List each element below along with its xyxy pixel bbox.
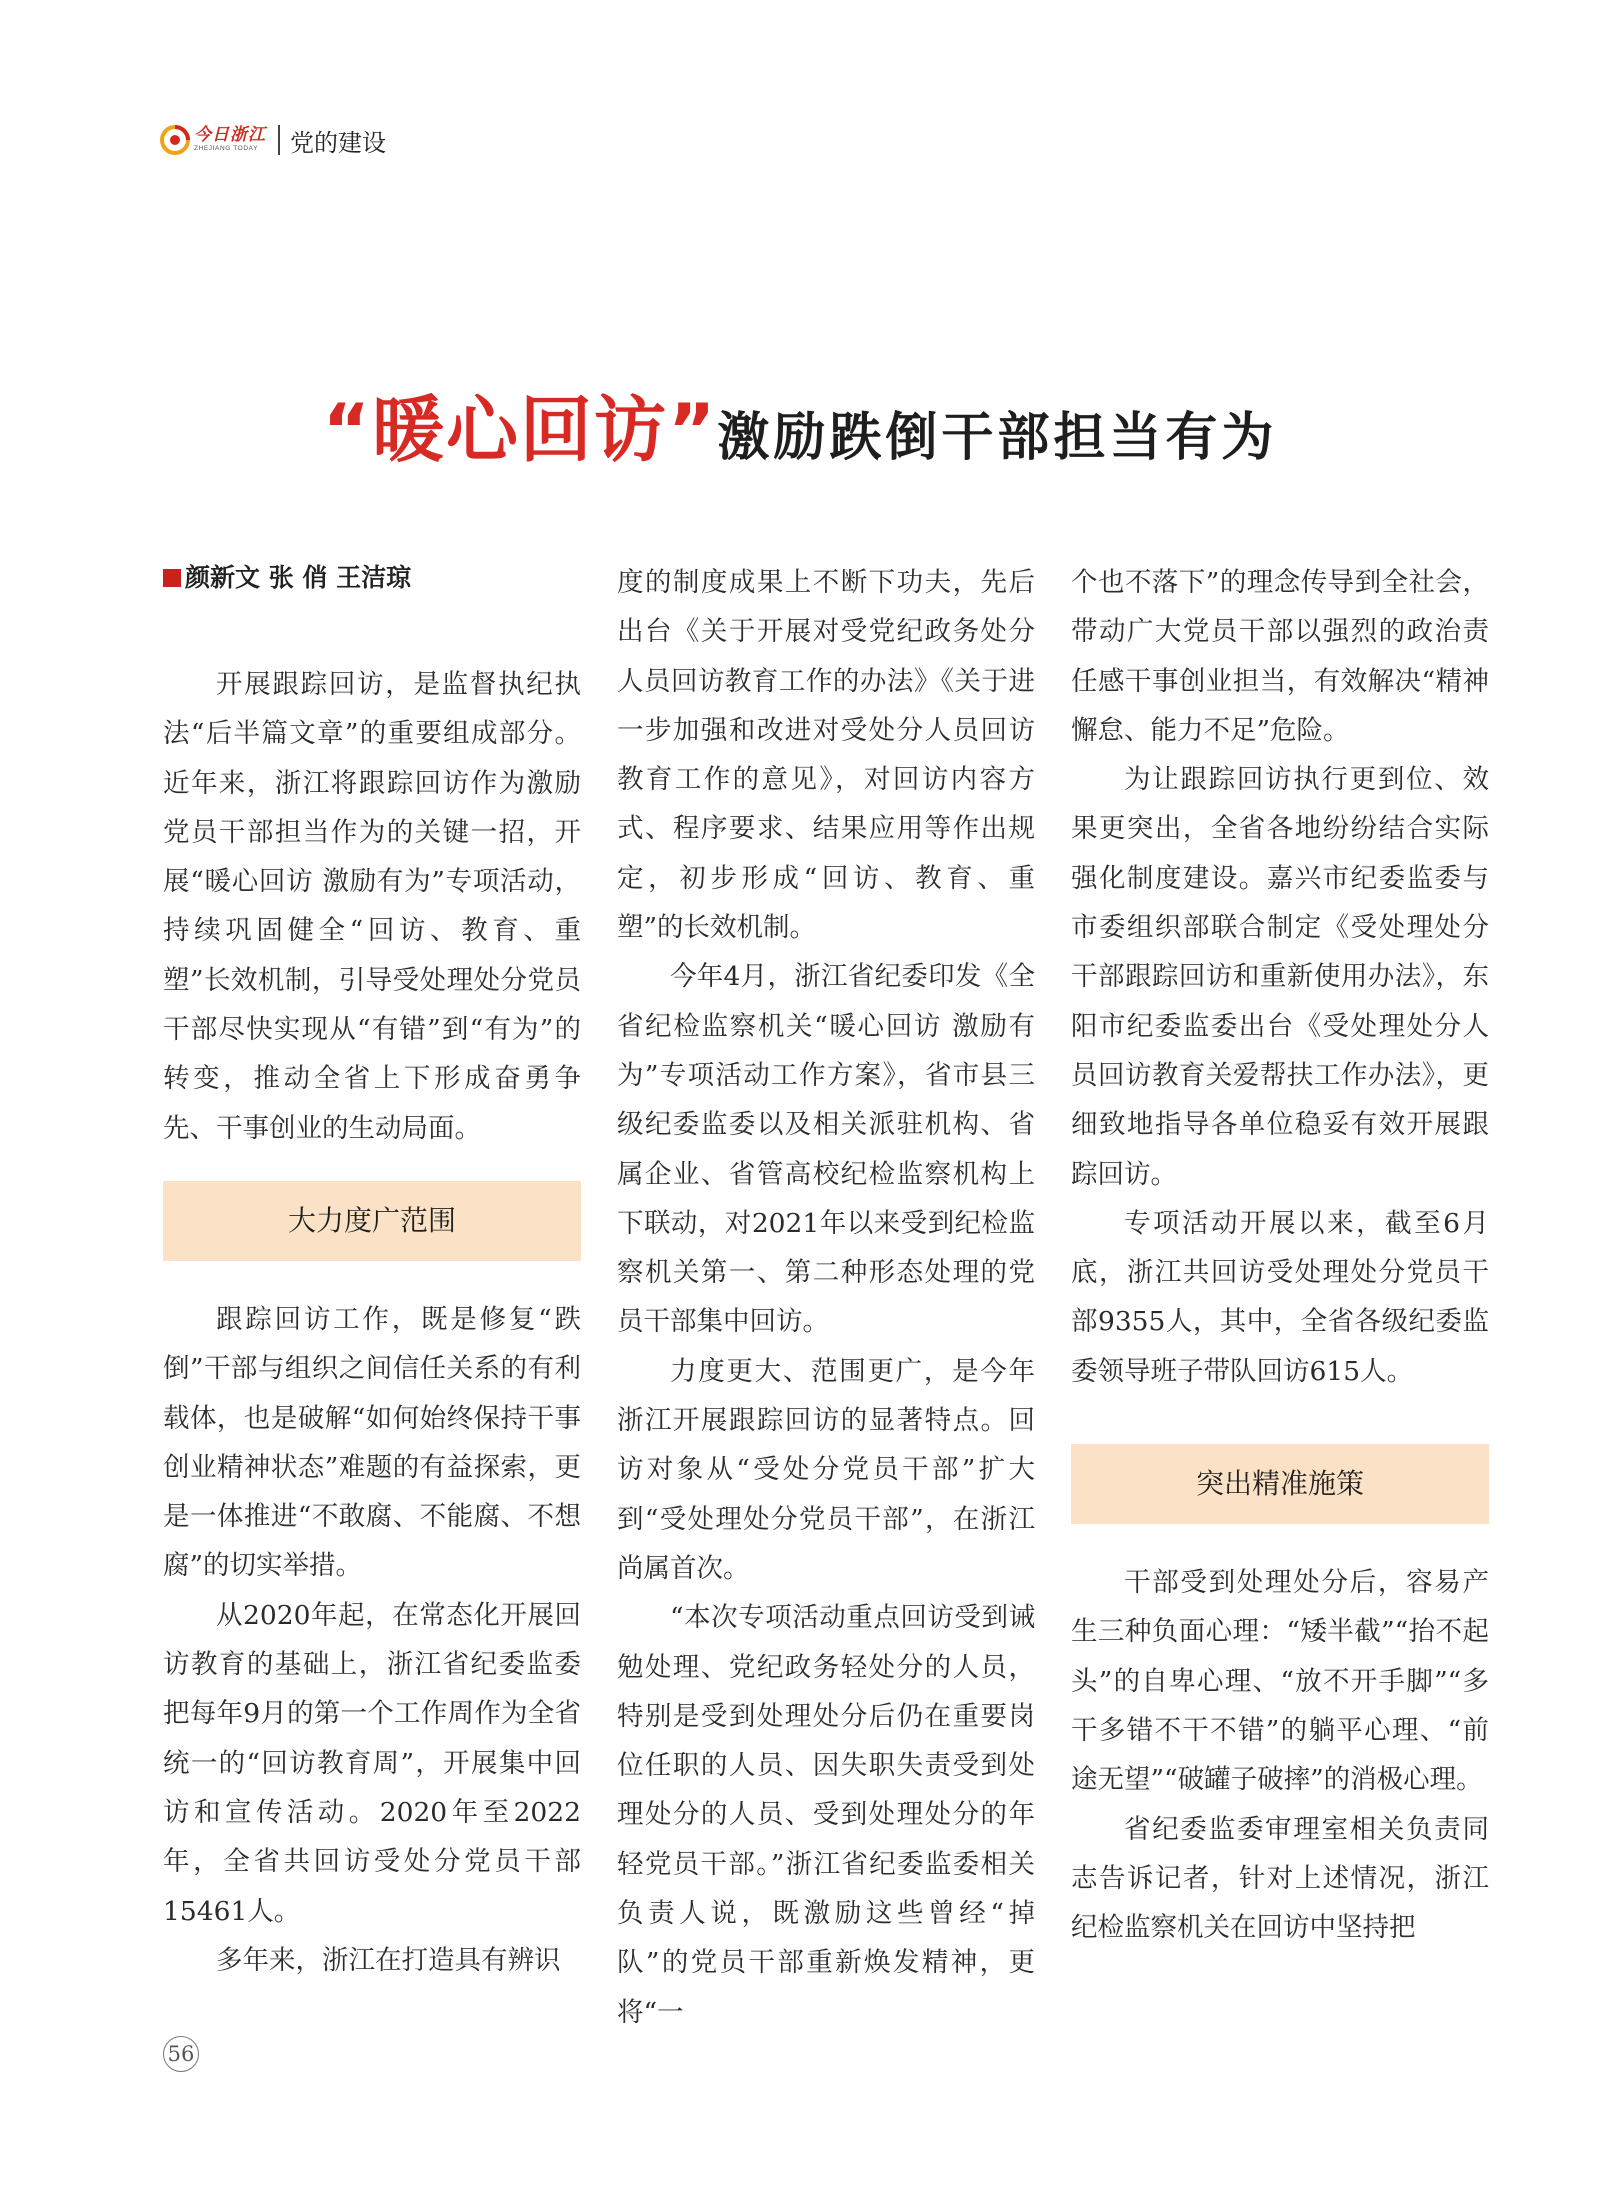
paragraph: 跟踪回访工作，既是修复“跌倒”干部与组织之间信任关系的有利载体，也是破解“如何始终保持干事创业精神状态”难题的有益探索，更是一体推进“不敢腐、不能腐、不想腐”的切实举措。 [163,1303,581,1582]
page-header [160,118,386,162]
article-column-2 [617,558,1035,2037]
logo-english-name: ZHEJIANG TODAY [194,145,259,153]
paragraph: 今年4月，浙江省纪委印发《全省纪检监察机关“暖心回访 激励有为”专项活动工作方案》，省市县三级纪委监委以及相关派驻机构、省属企业、省管高校纪检监察机构上下联动，对2021年以来受到纪检监察机关第一、第二种形态处理的党员干部集中回访。 [617,961,1035,1338]
paragraph: 从2020年起，在常态化开展回访教育的基础上，浙江省纪委监委把每年9月的第一个工作周作为全省统一的“回访教育周”，开展集中回访和宣传活动。2020年至2022年，全省共回访受处分党员干部15461人。 [163,1599,581,1927]
paragraph: 省纪委监委审理室相关负责同志告诉记者，针对上述情况，浙江纪检监察机关在回访中坚持把 [1071,1813,1489,1944]
article-column-1 [163,558,581,1985]
paragraph: 力度更大、范围更广，是今年浙江开展跟踪回访的显著特点。回访对象从“受处分党员干部”扩大到“受处理处分党员干部”，在浙江尚属首次。 [617,1355,1035,1584]
paragraph: 个也不落下”的理念传导到全社会，带动广大党员干部以强烈的政治责任感干事创业担当，有效解决“精神懈怠、能力不足”危险。 [1071,567,1489,746]
paragraph: 开展跟踪回访，是监督执纪执法“后半篇文章”的重要组成部分。近年来，浙江将跟踪回访作为激励党员干部担当作为的关键一招，开展“暖心回访 激励有为”专项活动，持续巩固健全“回访、教育、重塑”长效机制，引导受处理处分党员干部尽快实现从“有错”到“有为”的转变，推动全省上下形成奋勇争先、干事创业的生动局面。 [163,669,581,1144]
header-divider [278,125,280,155]
byline-square-icon [163,569,181,587]
page-number: 56 [163,2036,199,2072]
paragraph: 为让跟踪回访执行更到位、效果更突出，全省各地纷纷结合实际强化制度建设。嘉兴市纪委监委与市委组织部联合制定《受处理处分干部跟踪回访和重新使用办法》，东阳市纪委监委出台《受处理处分人员回访教育关爱帮扶工作办法》，更细致地指导各单位稳妥有效开展跟踪回访。 [1071,764,1489,1190]
section-heading: 大力度广范围 [163,1181,581,1261]
article-title [0,372,1600,476]
section-heading: 突出精准施策 [1071,1444,1489,1524]
publication-logo [160,125,266,155]
logo-swirl-icon [160,125,190,155]
paragraph: “本次专项活动重点回访受到诫勉处理、党纪政务轻处分的人员，特别是受到处理处分后仍在重要岗位任职的人员、因失职失责受到处理处分的人员、受到处理处分的年轻党员干部。”浙江省纪委监委相关负责人说，既激励这些曾经“掉队”的党员干部重新焕发精神，更将“一 [617,1602,1035,2028]
logo-chinese-name: 今日浙江 [194,125,266,146]
paragraph: 度的制度成果上不断下功夫，先后出台《关于开展对受党纪政务处分人员回访教育工作的办法》《关于进一步加强和改进对受处分人员回访教育工作的意见》，对回访内容方式、程序要求、结果应用等作出规定，初步形成“回访、教育、重塑”的长效机制。 [617,567,1035,944]
article-column-3 [1071,558,1489,1952]
byline [163,558,581,598]
title-rest: 激励跌倒干部担当有为 [717,408,1278,468]
paragraph: 专项活动开展以来，截至6月底，浙江共回访受处理处分党员干部9355人，其中，全省各级纪委监委领导班子带队回访615人。 [1071,1207,1489,1387]
paragraph: 多年来，浙江在打造具有辨识 [216,1944,561,1976]
paragraph: 干部受到处理处分后，容易产生三种负面心理：“矮半截”“抬不起头”的自卑心理、“放不开手脚”“多干多错不干不错”的躺平心理、“前途无望”“破罐子破摔”的消极心理。 [1071,1567,1489,1796]
section-name: 党的建设 [290,128,386,157]
title-highlight: “暖心回访” [322,388,718,472]
author-names: 颜新文 张 俏 王洁琼 [185,563,412,592]
